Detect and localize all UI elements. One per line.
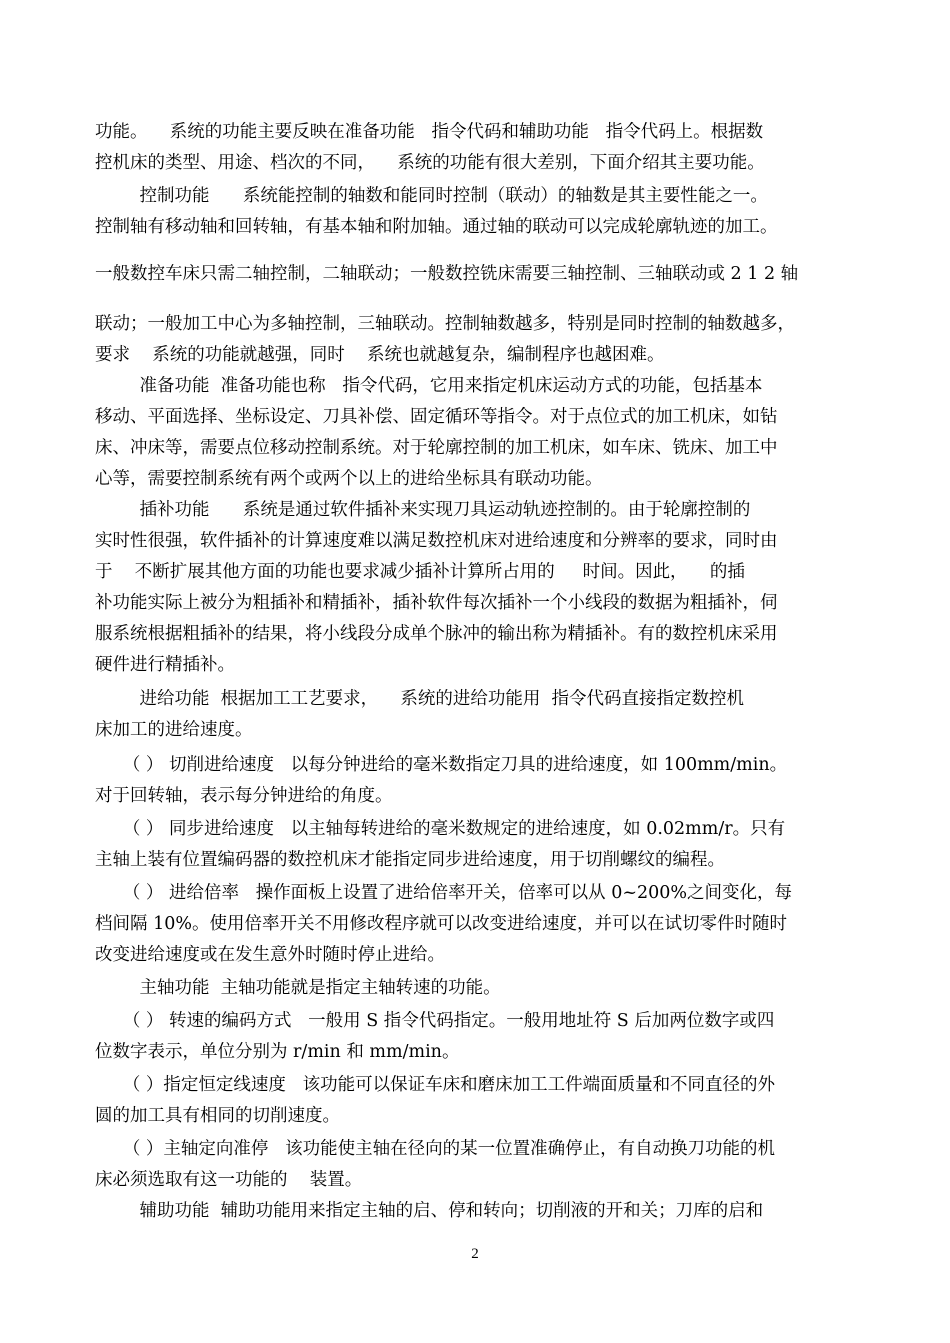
text-line: 一般数控车床只需二轴控制，二轴联动；一般数控铣床需要三轴控制、三轴联动或 2 1 2 轴 [95,264,799,284]
text-line: 主轴功能 主轴功能就是指定主轴转速的功能。 [95,978,501,998]
text-line: 档间隔 10%。使用倍率开关不用修改程序就可以改变进给速度，并可以在试切零件时随时 [95,914,787,934]
text-line: 插补功能 系统是通过软件插补来实现刀具运动轨迹控制的。由于轮廓控制的 [95,500,751,520]
text-line: 补功能实际上被分为粗插补和精插补，插补软件每次插补一个小线段的数据为粗插补，伺 [95,593,778,613]
text-line: 圆的加工具有相同的切削速度。 [95,1106,340,1126]
text-line: 联动；一般加工中心为多轴控制，三轴联动。控制轴数越多，特别是同时控制的轴数越多， [95,314,795,334]
text-line: 对于回转轴，表示每分钟进给的角度。 [95,786,393,806]
text-line: 心等，需要控制系统有两个或两个以上的进给坐标具有联动功能。 [95,469,603,489]
text-line: 床必须选取有这一功能的 装置。 [95,1170,363,1190]
text-line: 改变进给速度或在发生意外时随时停止进给。 [95,945,445,965]
text-line: （ ） 进给倍率 操作面板上设置了进给倍率开关，倍率可以从 0~200%之间变化，每 [95,883,793,903]
text-line: 实时性很强，软件插补的计算速度难以满足数控机床对进给速度和分辨率的要求，同时由 [95,531,778,551]
text-line: 准备功能 准备功能也称 指令代码，它用来指定机床运动方式的功能，包括基本 [95,376,763,396]
text-line: 辅助功能 辅助功能用来指定主轴的启、停和转向；切削液的开和关；刀库的启和 [95,1201,764,1221]
text-line: 于 不断扩展其他方面的功能也要求减少插补计算所占用的 时间。因此， 的插 [95,562,745,582]
text-line: 服系统根据粗插补的结果，将小线段分成单个脉冲的输出称为精插补。有的数控机床采用 [95,624,778,644]
text-line: 硬件进行精插补。 [95,655,235,675]
text-line: （ ）指定恒定线速度 该功能可以保证车床和磨床加工工件端面质量和不同直径的外 [95,1075,776,1095]
text-line: 床加工的进给速度。 [95,720,253,740]
page-number: 2 [471,1246,479,1262]
text-line: 控制功能 系统能控制的轴数和能同时控制（联动）的轴数是其主要性能之一。 [95,186,768,206]
text-line: 进给功能 根据加工工艺要求， 系统的进给功能用 指令代码直接指定数控机 [95,689,745,709]
text-line: （ ） 同步进给速度 以主轴每转进给的毫米数规定的进给速度，如 0.02mm/r。只有 [95,819,786,839]
text-line: 移动、平面选择、坐标设定、刀具补偿、固定循环等指令。对于点位式的加工机床，如钻 [95,407,778,427]
text-line: （ ） 切削进给速度 以每分钟进给的毫米数指定刀具的进给速度，如 100mm/min。 [95,755,788,775]
text-line: （ ）主轴定向准停 该功能使主轴在径向的某一位置准确停止，有自动换刀功能的机 [95,1139,776,1159]
text-line: 功能。 系统的功能主要反映在准备功能 指令代码和辅助功能 指令代码上。根据数 [95,122,764,142]
text-line: 控制轴有移动轴和回转轴，有基本轴和附加轴。通过轴的联动可以完成轮廓轨迹的加工。 [95,217,778,237]
text-line: 主轴上装有位置编码器的数控机床才能指定同步进给速度，用于切削螺纹的编程。 [95,850,725,870]
text-line: 控机床的类型、用途、档次的不同， 系统的功能有很大差别，下面介绍其主要功能。 [95,153,765,173]
text-line: 位数字表示，单位分别为 r/min 和 mm/min。 [95,1042,460,1062]
text-line: 要求 系统的功能就越强，同时 系统也就越复杂，编制程序也越困难。 [95,345,665,365]
text-line: （ ） 转速的编码方式 一般用 S 指令代码指定。一般用地址符 S 后加两位数字或四 [95,1011,775,1031]
text-line: 床、冲床等，需要点位移动控制系统。对于轮廓控制的加工机床，如车床、铣床、加工中 [95,438,778,458]
